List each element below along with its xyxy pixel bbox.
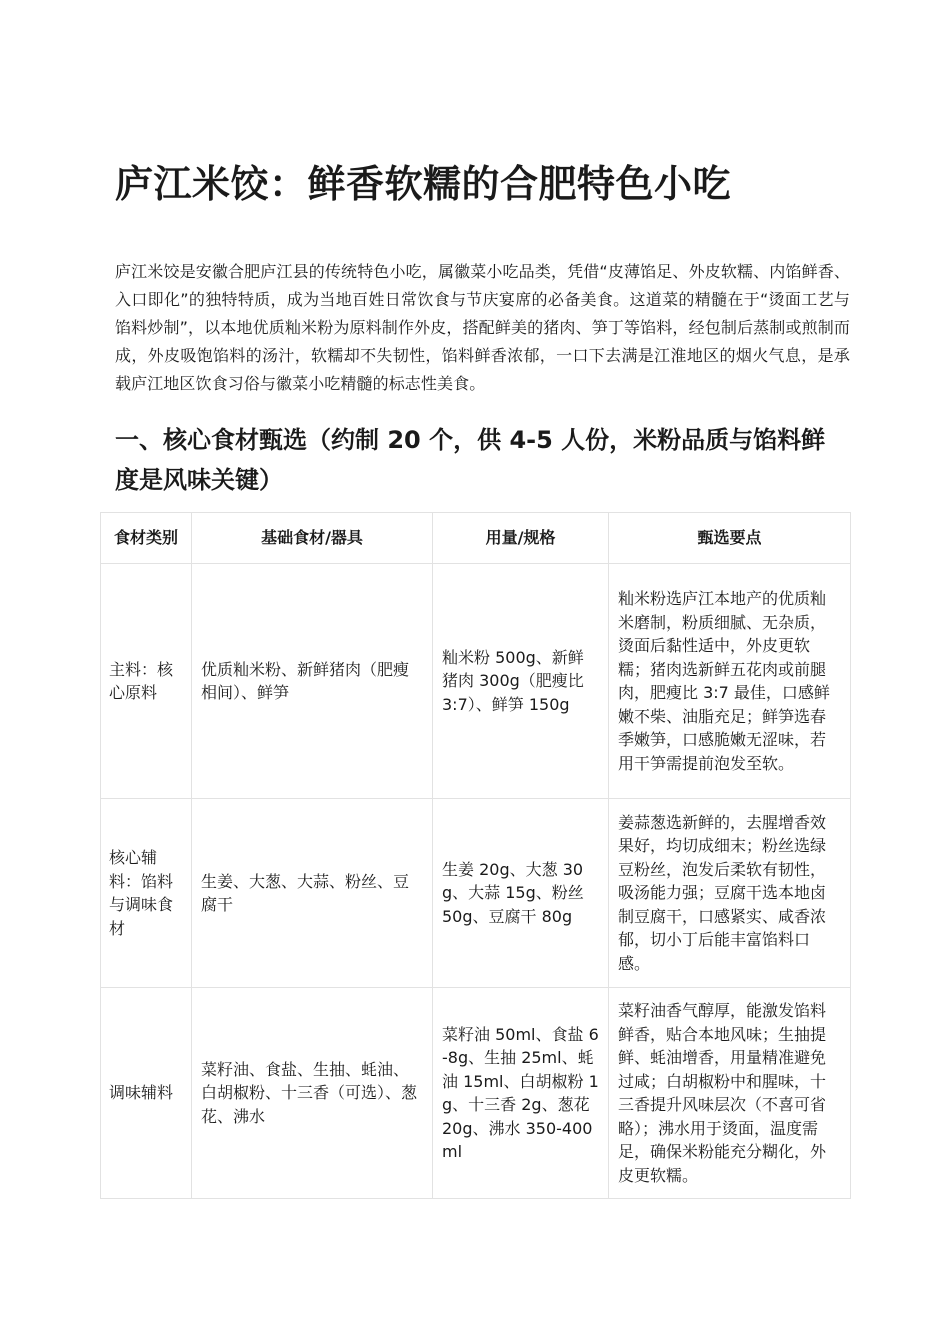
header-items: 基础食材/器具 — [192, 513, 433, 564]
cell-category: 调味辅料 — [101, 988, 192, 1199]
cell-items: 生姜、大葱、大蒜、粉丝、豆腐干 — [192, 799, 433, 988]
table-row — [101, 564, 851, 799]
cell-tips: 籼米粉选庐江本地产的优质籼米磨制，粉质细腻、无杂质，烫面后黏性适中，外皮更软糯；猪肉选新鲜五花肉或前腿肉，肥瘦比 3:7 最佳，口感鲜嫩不柴、油脂充足；鲜笋选春季嫩笋，口感脆嫩无涩味，若用干笋需提前泡发至软。 — [609, 564, 851, 799]
header-category: 食材类别 — [101, 513, 192, 564]
table-header-row — [101, 513, 851, 564]
cell-amount: 菜籽油 50ml、食盐 6-8g、生抽 25ml、蚝油 15ml、白胡椒粉 1g、十三香 2g、葱花 20g、沸水 350-400ml — [433, 988, 609, 1199]
cell-category: 主料：核心原料 — [101, 564, 192, 799]
cell-amount: 生姜 20g、大葱 30g、大蒜 15g、粉丝 50g、豆腐干 80g — [433, 799, 609, 988]
header-tips: 甄选要点 — [609, 513, 851, 564]
cell-tips: 姜蒜葱选新鲜的，去腥增香效果好，均切成细末；粉丝选绿豆粉丝，泡发后柔软有韧性，吸汤能力强；豆腐干选本地卤制豆腐干，口感紧实、咸香浓郁，切小丁后能丰富馅料口感。 — [609, 799, 851, 988]
page-title: 庐江米饺：鲜香软糯的合肥特色小吃 — [115, 162, 732, 206]
cell-tips: 菜籽油香气醇厚，能激发馅料鲜香，贴合本地风味；生抽提鲜、蚝油增香，用量精准避免过咸；白胡椒粉中和腥味，十三香提升风味层次（不喜可省略）；沸水用于烫面，温度需足，确保米粉能充分糊化，外皮更软糯。 — [609, 988, 851, 1199]
table-row — [101, 988, 851, 1199]
cell-category: 核心辅料：馅料与调味食材 — [101, 799, 192, 988]
cell-items: 优质籼米粉、新鲜猪肉（肥瘦相间）、鲜笋 — [192, 564, 433, 799]
table-row — [101, 799, 851, 988]
section-heading-ingredients: 一、核心食材甄选（约制 20 个，供 4-5 人份，米粉品质与馅料鲜度是风味关键） — [115, 426, 826, 494]
intro-paragraph: 庐江米饺是安徽合肥庐江县的传统特色小吃，属徽菜小吃品类，凭借“皮薄馅足、外皮软糯、内馅鲜香、入口即化”的独特特质，成为当地百姓日常饮食与节庆宴席的必备美食。这道菜的精髓在于“烫面工艺与馅料炒制”，以本地优质籼米粉为原料制作外皮，搭配鲜美的猪肉、笋丁等馅料，经包制后蒸制或煎制而成，外皮吸饱馅料的汤汁，软糯却不失韧性，馅料鲜香浓郁，一口下去满是江淮地区的烟火气息，是承载庐江地区饮食习俗与徽菜小吃精髓的标志性美食。 — [115, 262, 850, 393]
cell-items: 菜籽油、食盐、生抽、蚝油、白胡椒粉、十三香（可选）、葱花、沸水 — [192, 988, 433, 1199]
ingredients-table — [100, 512, 851, 1199]
cell-amount: 籼米粉 500g、新鲜猪肉 300g（肥瘦比 3:7）、鲜笋 150g — [433, 564, 609, 799]
header-amount: 用量/规格 — [433, 513, 609, 564]
